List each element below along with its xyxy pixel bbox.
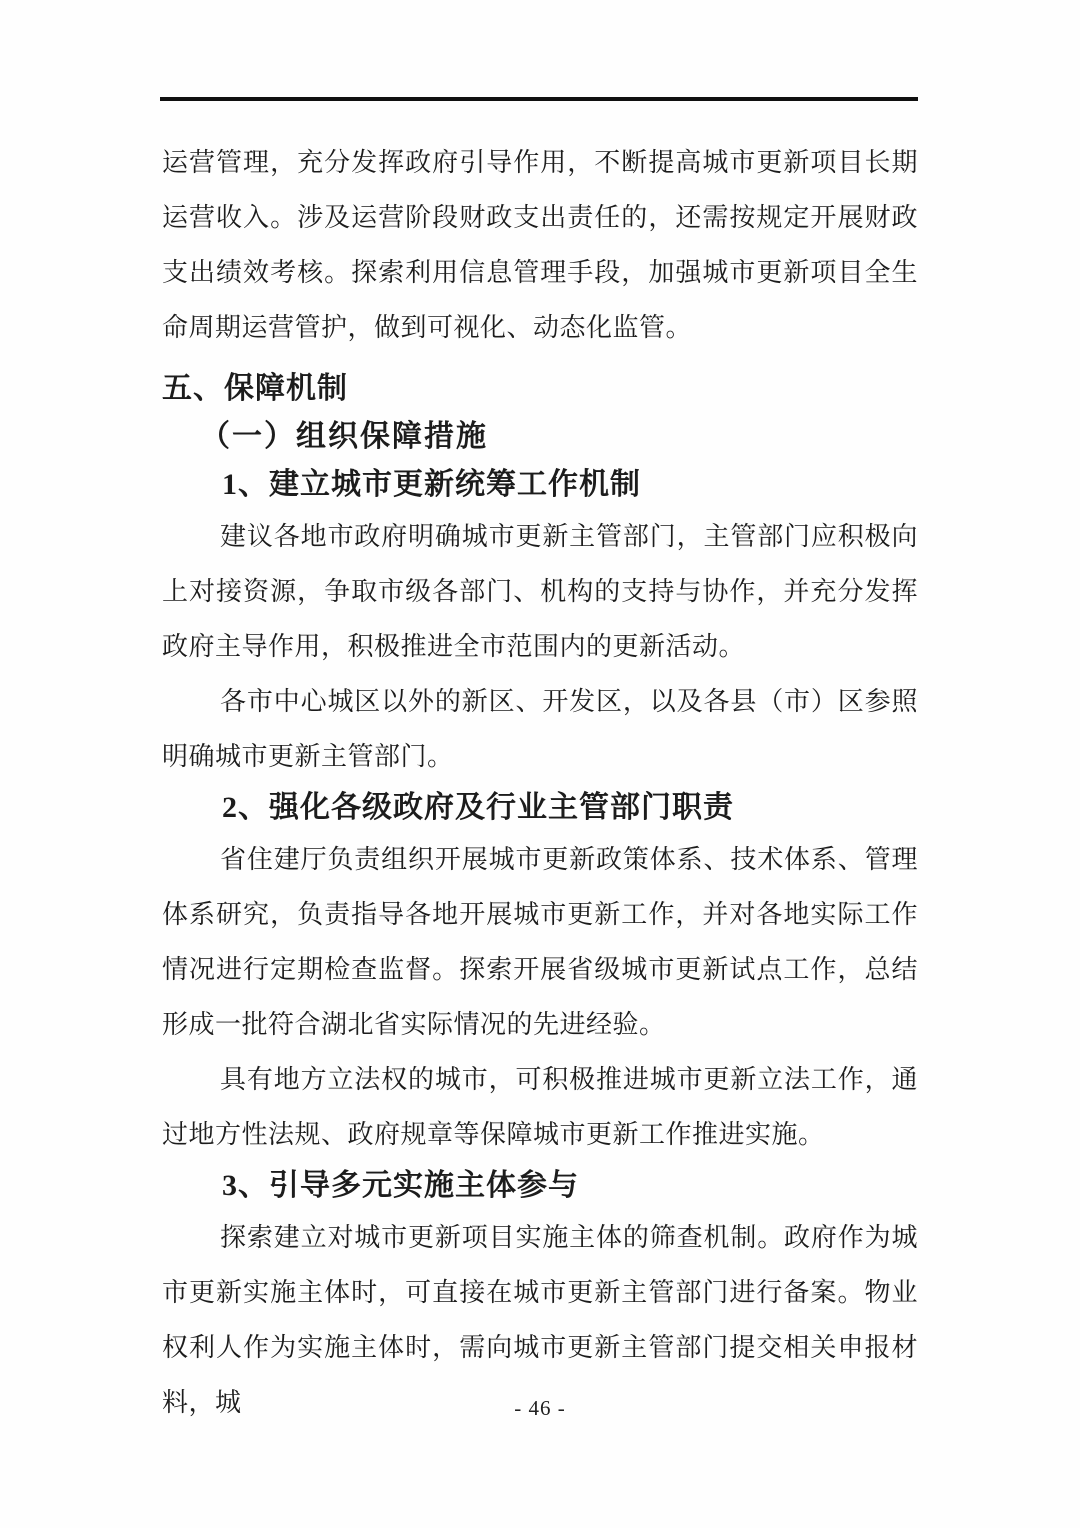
section-heading-h3: 2、强化各级政府及行业主管部门职责 (222, 791, 734, 824)
section-heading-h1: 五、保障机制 (162, 372, 348, 405)
paragraph: 建议各地市政府明确城市更新主管部门，主管部门应积极向上对接资源，争取市级各部门、机构的支持与协作，并充分发挥政府主导作用，积极推进全市范围内的更新活动。 (162, 522, 918, 661)
paragraph: 各市中心城区以外的新区、开发区，以及各县（市）区参照明确城市更新主管部门。 (162, 687, 918, 771)
section-heading-h3: 1、建立城市更新统筹工作机制 (222, 468, 641, 501)
document-body (162, 135, 918, 1430)
section-heading-h3: 3、引导多元实施主体参与 (222, 1169, 579, 1202)
paragraph: 运营管理，充分发挥政府引导作用，不断提高城市更新项目长期运营收入。涉及运营阶段财政支出责任的，还需按规定开展财政支出绩效考核。探索利用信息管理手段，加强城市更新项目全生命周期运营管护，做到可视化、动态化监管。 (162, 148, 918, 342)
header-rule (160, 97, 918, 101)
page-number: - 46 - (514, 1396, 566, 1420)
section-heading-h2: （一）组织保障措施 (200, 420, 488, 453)
paragraph: 探索建立对城市更新项目实施主体的筛查机制。政府作为城市更新实施主体时，可直接在城市更新主管部门进行备案。物业权利人作为实施主体时，需向城市更新主管部门提交相关申报材料，城 (162, 1223, 918, 1417)
paragraph: 具有地方立法权的城市，可积极推进城市更新立法工作，通过地方性法规、政府规章等保障城市更新工作推进实施。 (162, 1065, 918, 1149)
paragraph: 省住建厅负责组织开展城市更新政策体系、技术体系、管理体系研究，负责指导各地开展城市更新工作，并对各地实际工作情况进行定期检查监督。探索开展省级城市更新试点工作，总结形成一批符合湖北省实际情况的先进经验。 (162, 845, 918, 1039)
